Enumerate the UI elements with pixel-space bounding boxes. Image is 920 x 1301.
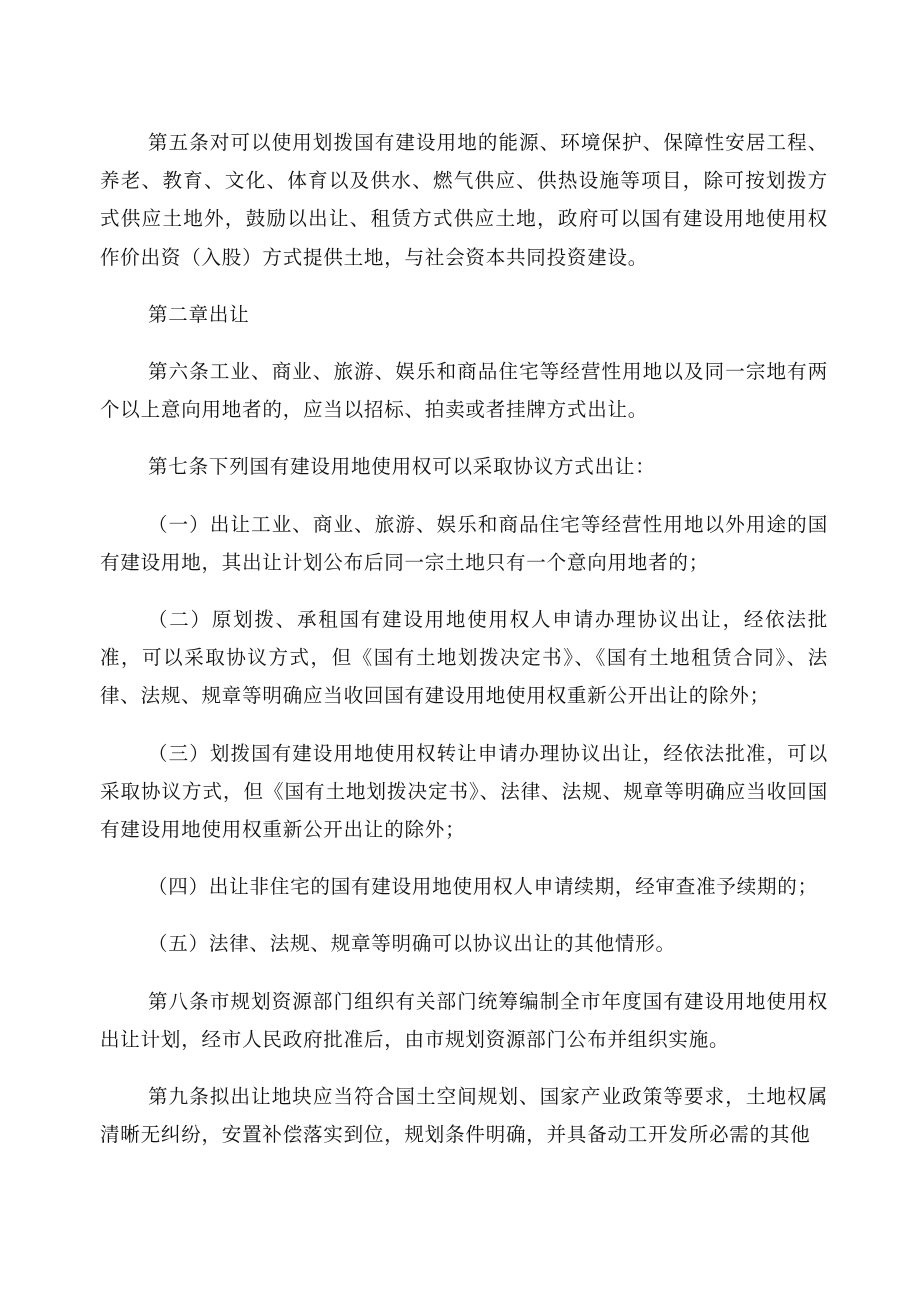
- article-7-paragraph: 第七条下列国有建设用地使用权可以采取协议方式出让：: [148, 455, 656, 479]
- chapter-2-heading: 第二章出让: [148, 302, 250, 326]
- article-7-item-2: （二）原划拨、承租国有建设用地使用权人申请办理协议出让，经依法批准，可以采取协议方式，但《国有土地划拨决定书》、《国有土地租赁合同》、法律、法规、规章等明确应当收回国有建设用地使用权重新公开出让的除外；: [100, 608, 828, 708]
- article-7-item-3: （三）划拨国有建设用地使用权转让申请办理协议出让，经依法批准，可以采取协议方式，但《国有土地划拨决定书》、法律、法规、规章等明确应当收回国有建设用地使用权重新公开出让的除外；: [100, 741, 828, 842]
- article-7-item-4: （四）出让非住宅的国有建设用地使用权人申请续期，经审查准予续期的；: [148, 875, 818, 899]
- article-7-item-1: （一）出让工业、商业、旅游、娱乐和商品住宅等经营性用地以外用途的国有建设用地，其出让计划公布后同一宗土地只有一个意向用地者的；: [100, 512, 828, 574]
- article-7-item-5: （五）法律、法规、规章等明确可以协议出让的其他情形。: [148, 932, 676, 956]
- article-9-paragraph: 第九条拟出让地块应当符合国土空间规划、国家产业政策等要求，土地权属清晰无纠纷，安置补偿落实到位，规划条件明确，并具备动工开发所必需的其他: [100, 1085, 828, 1147]
- article-5-paragraph: 第五条对可以使用划拨国有建设用地的能源、环境保护、保障性安居工程、养老、教育、文化、体育以及供水、燃气供应、供热设施等项目，除可按划拨方式供应土地外，鼓励以出让、租赁方式供应土地，政府可以国有建设用地使用权作价出资（入股）方式提供土地，与社会资本共同投资建设。: [100, 131, 828, 269]
- document-body: [100, 124, 828, 1173]
- article-8-paragraph: 第八条市规划资源部门组织有关部门统筹编制全市年度国有建设用地使用权出让计划，经市人民政府批准后，由市规划资源部门公布并组织实施。: [100, 989, 828, 1051]
- article-6-paragraph: 第六条工业、商业、旅游、娱乐和商品住宅等经营性用地以及同一宗地有两个以上意向用地者的，应当以招标、拍卖或者挂牌方式出让。: [100, 360, 828, 422]
